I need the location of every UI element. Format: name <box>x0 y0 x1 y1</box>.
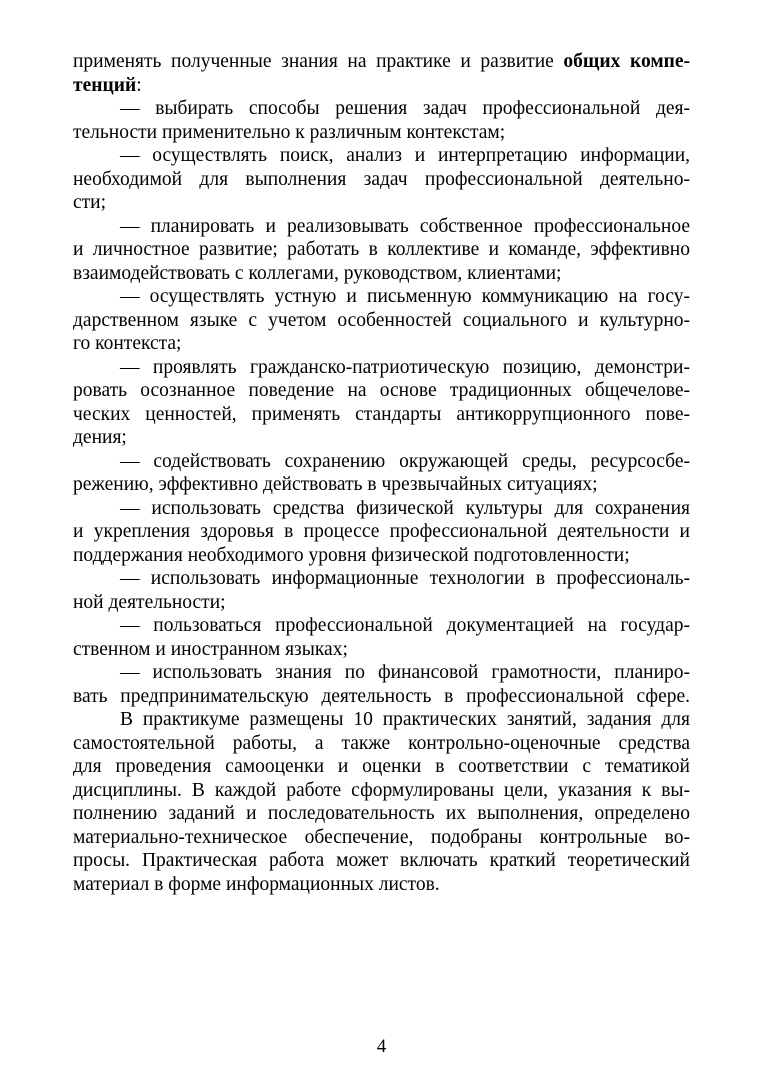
list-item: — проявлять гражданско-патриотическую позицию, демонстри- <box>120 356 690 378</box>
page-number: 4 <box>376 1036 387 1057</box>
bold-term: тенций <box>73 74 137 96</box>
text-line: взаимодействовать с коллегами, руководством, клиентами; <box>73 262 562 284</box>
text-line: и личностное развитие; работать в коллективе и команде, эффективно <box>73 239 690 260</box>
text-line: материал в форме информационных листов. <box>73 873 440 895</box>
text-line: ческих ценностей, применять стандарты антикоррупционного пове- <box>73 403 690 425</box>
text-line: для проведения самооценки и оценки в соответствии с тематикой <box>73 756 690 777</box>
text-line: ровать осознанное поведение на основе традиционных общечелове- <box>73 380 690 401</box>
text-line: сти; <box>73 192 107 213</box>
text-line: вать предпринимательскую деятельность в профессиональной сфере. <box>73 685 690 707</box>
list-item: — использовать информационные технологии в профессиональ- <box>120 568 690 589</box>
text-line: поддержания необходимого уровня физической подготовленности; <box>73 544 630 566</box>
list-item: — использовать знания по финансовой грамотности, планиро- <box>120 662 690 683</box>
text-line: тенций: <box>73 74 142 96</box>
list-item: — содействовать сохранению окружающей среды, ресурсосбе- <box>120 450 690 472</box>
text-line: ственном и иностранном языках; <box>73 638 348 660</box>
text-line: тельности применительно к различным контекстам; <box>73 121 506 143</box>
text-line: необходимой для выполнения задач профессиональной деятельно- <box>73 168 690 190</box>
text-line: дисциплины. В каждой работе сформулированы цели, указания к вы- <box>73 779 690 801</box>
list-item: — использовать средства физической культуры для сохранения <box>120 497 690 519</box>
body-text <box>73 50 690 896</box>
text-line: самостоятельной работы, а также контрольно-оценочные средства <box>73 732 690 754</box>
text-line: просы. Практическая работа может включать краткий теоретический <box>73 850 690 871</box>
list-item: — осуществлять устную и письменную коммуникацию на госу- <box>120 286 690 307</box>
text-line: полнению заданий и последовательность их выполнения, определено <box>73 803 690 824</box>
text-line: режению, эффективно действовать в чрезвычайных ситуациях; <box>73 474 598 495</box>
text-line: дения; <box>73 427 127 448</box>
text-line: дарственном языке с учетом особенностей социального и культурно- <box>73 309 690 331</box>
bold-term: общих компе- <box>563 51 690 72</box>
text-line: применять полученные знания на практике и развитие общих компе- <box>73 51 690 72</box>
list-item: — планировать и реализовывать собственное профессиональное <box>120 215 690 237</box>
paragraph-start: В практикуме размещены 10 практических занятий, задания для <box>120 709 690 730</box>
text-line: го контекста; <box>73 333 182 354</box>
list-item: — выбирать способы решения задач профессиональной дея- <box>120 98 690 119</box>
list-item: — осуществлять поиск, анализ и интерпретацию информации, <box>120 145 690 166</box>
list-item: — пользоваться профессиональной документацией на государ- <box>120 615 690 636</box>
text-line: и укрепления здоровья в процессе профессиональной деятельности и <box>73 521 690 542</box>
text-line: ной деятельности; <box>73 591 226 613</box>
text-line: материально-техническое обеспечение, подобраны контрольные во- <box>73 826 690 848</box>
